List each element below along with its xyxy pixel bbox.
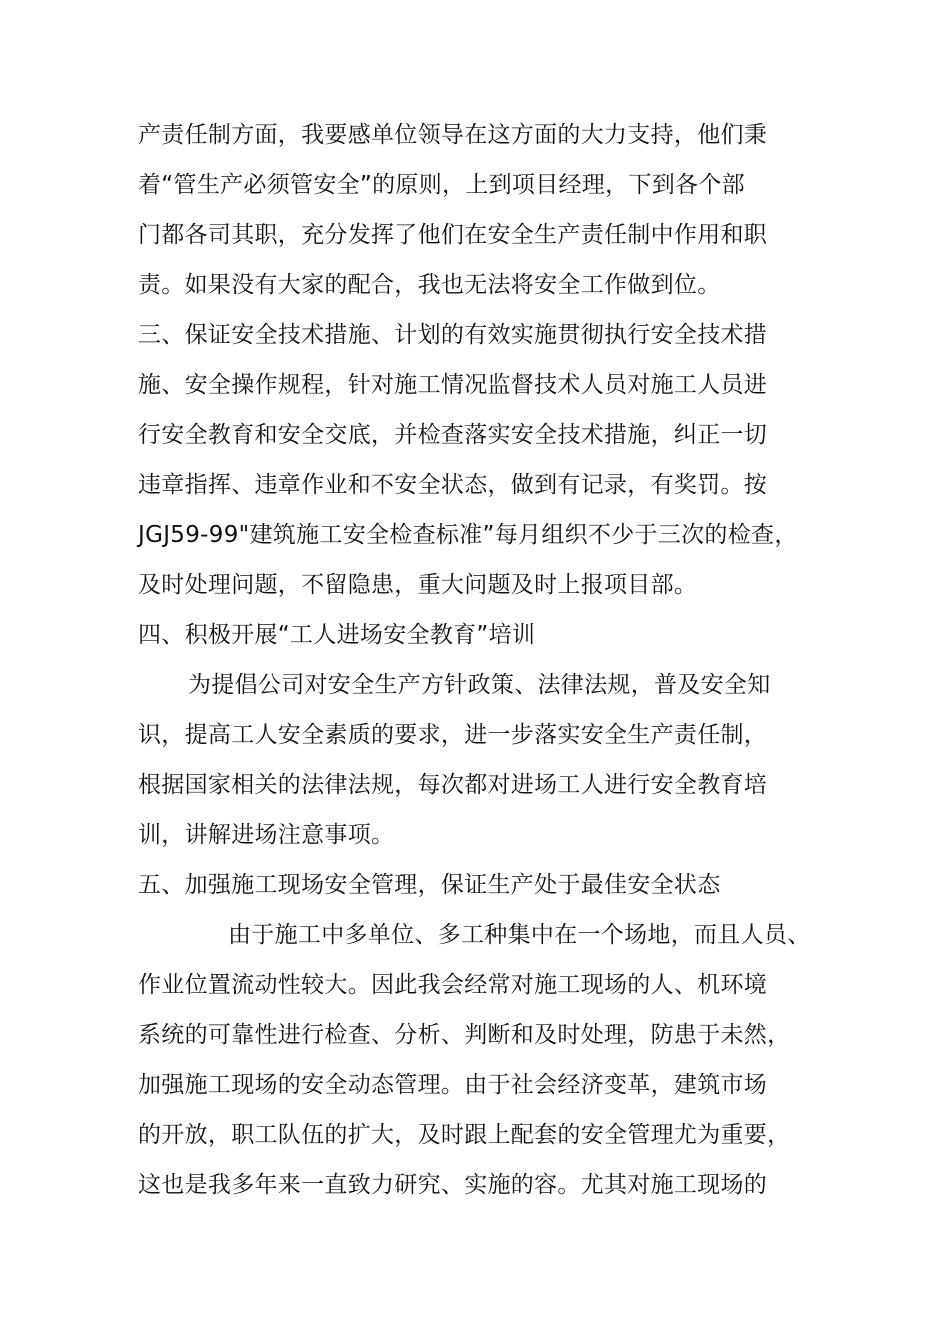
section-heading: 四、积极开展“工人进场安全教育”培训 bbox=[138, 622, 536, 648]
text-line: 的开放，职工队伍的扩大，及时跟上配套的安全管理尤为重要， bbox=[138, 1122, 791, 1148]
text-line: 及时处理问题，不留隐患，重大问题及时上报项目部。 bbox=[138, 572, 698, 598]
text-line: 由于施工中多单位、多工种集中在一个场地，而且人员、 bbox=[228, 922, 811, 948]
text-line: 为提倡公司对安全生产方针政策、法律法规，普及安全知 bbox=[188, 672, 771, 698]
text-line: 这也是我多年来一直致力研究、实施的容。尤其对施工现场的 bbox=[138, 1172, 768, 1198]
text-line: 训，讲解进场注意事项。 bbox=[138, 822, 395, 848]
text-line: 着“管生产必须管安全”的原则，上到项目经理，下到各个部 bbox=[138, 172, 745, 198]
text-line: 识，提高工人安全素质的要求，进一步落实安全生产责任制， bbox=[138, 722, 768, 748]
section-heading: 三、保证安全技术措施、计划的有效实施贯彻执行安全技术措 bbox=[138, 322, 768, 348]
text-line: 作业位置流动性较大。因此我会经常对施工现场的人、机环境 bbox=[138, 972, 768, 998]
text-line: 加强施工现场的安全动态管理。由于社会经济变革，建筑市场 bbox=[138, 1072, 768, 1098]
text-line: 施、安全操作规程，针对施工情况监督技术人员对施工人员进 bbox=[138, 372, 768, 398]
section-heading: 五、加强施工现场安全管理，保证生产处于最佳安全状态 bbox=[138, 872, 721, 898]
text-line: 根据国家相关的法律法规，每次都对进场工人进行安全教育培 bbox=[138, 772, 768, 798]
text-line: 违章指挥、违章作业和不安全状态，做到有记录，有奖罚。按 bbox=[138, 472, 768, 498]
text-line: 产责任制方面，我要感单位领导在这方面的大力支持，他们秉 bbox=[138, 122, 768, 148]
text-line: JGJ59-99"建筑施工安全检查标准”每月组织不少于三次的检查， bbox=[138, 522, 798, 548]
text-line: 门都各司其职，充分发挥了他们在安全生产责任制中作用和职 bbox=[138, 222, 768, 248]
text-line: 行安全教育和安全交底，并检查落实安全技术措施，纠正一切 bbox=[138, 422, 768, 448]
text-line: 系统的可靠性进行检查、分析、判断和及时处理，防患于未然， bbox=[138, 1022, 791, 1048]
text-line: 责。如果没有大家的配合，我也无法将安全工作做到位。 bbox=[138, 272, 721, 298]
